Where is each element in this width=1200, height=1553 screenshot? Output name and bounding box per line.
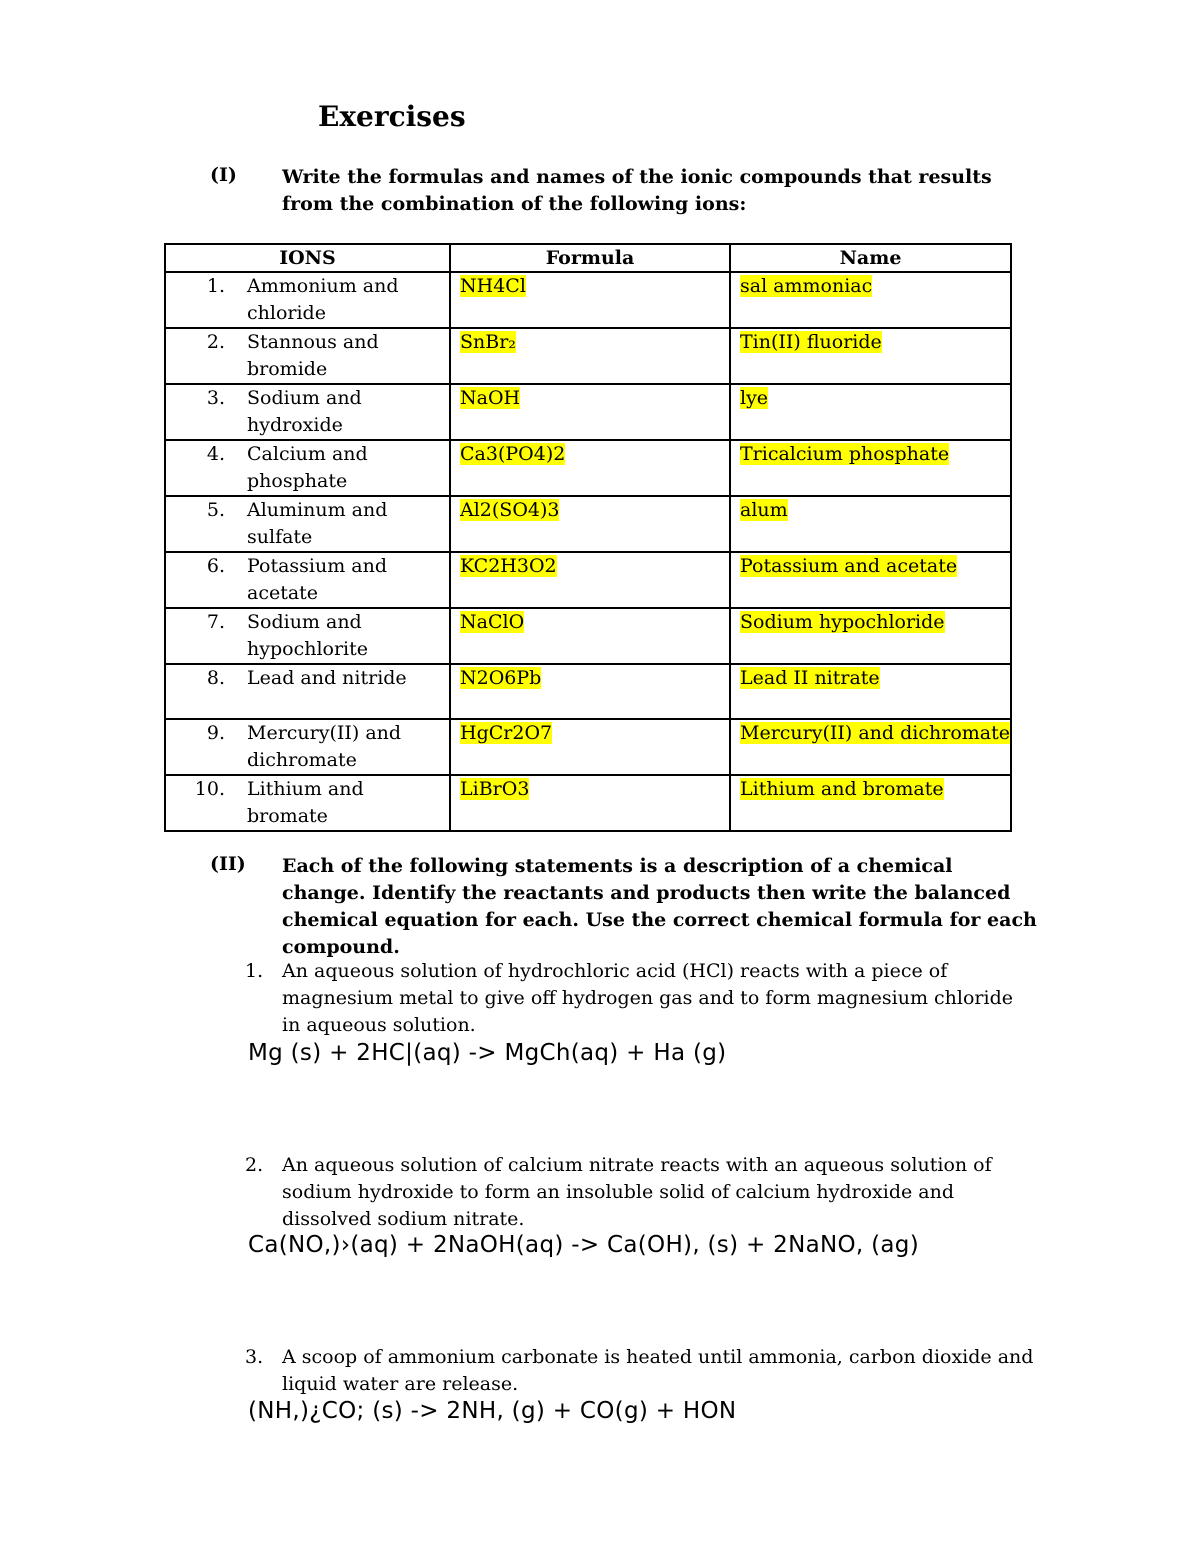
- name-cell: [730, 272, 1011, 328]
- table-row: [165, 719, 1011, 775]
- name-cell: [730, 440, 1011, 496]
- question-text: An aqueous solution of calcium nitrate reacts with an aqueous solution of sodium hydroxide to form an insoluble solid of calcium hydroxide and dissolved sodium nitrate.: [282, 1154, 992, 1230]
- table-row: [165, 775, 1011, 831]
- ions-label: Lead and nitride: [247, 667, 407, 689]
- table-header-row: [165, 244, 1011, 272]
- ions-cell: [165, 496, 450, 552]
- ions-label: Calcium and phosphate: [247, 443, 368, 492]
- row-number: 2.: [206, 331, 225, 353]
- formula-value: SnBr₂: [460, 331, 516, 353]
- table-row: [165, 608, 1011, 664]
- row-number: 6.: [206, 555, 225, 577]
- ions-cell: [165, 272, 450, 328]
- answer-equation-2: Ca(NO,)›(aq) + 2NaOH(aq) -> Ca(OH), (s) + 2NaNO, (ag): [248, 1232, 919, 1258]
- question-text: A scoop of ammonium carbonate is heated until ammonia, carbon dioxide and liquid water are release.: [282, 1346, 1034, 1395]
- formula-cell: [450, 608, 730, 664]
- compound-name: Tricalcium phosphate: [740, 443, 950, 465]
- row-number: 3.: [206, 387, 225, 409]
- name-cell: [730, 664, 1011, 719]
- formula-cell: [450, 440, 730, 496]
- ions-cell: [165, 328, 450, 384]
- question-number: 1.: [245, 960, 264, 982]
- row-number: 4.: [206, 443, 225, 465]
- ions-cell: [165, 719, 450, 775]
- ions-label: Stannous and bromide: [247, 331, 379, 380]
- name-cell: [730, 552, 1011, 608]
- compound-name: Lithium and bromate: [740, 778, 944, 800]
- name-cell: [730, 775, 1011, 831]
- name-cell: [730, 496, 1011, 552]
- formula-cell: [450, 775, 730, 831]
- formula-cell: [450, 719, 730, 775]
- ions-cell: [165, 664, 450, 719]
- ions-cell: [165, 608, 450, 664]
- name-cell: [730, 328, 1011, 384]
- formula-value: NH4Cl: [460, 275, 526, 297]
- ions-label: Ammonium and chloride: [247, 275, 399, 324]
- formula-cell: [450, 272, 730, 328]
- compound-name: lye: [740, 387, 769, 409]
- table-row: [165, 664, 1011, 719]
- ions-label: Mercury(II) and dichromate: [247, 722, 402, 771]
- row-number: 9.: [206, 722, 225, 744]
- ions-label: Potassium and acetate: [247, 555, 388, 604]
- table-row: [165, 272, 1011, 328]
- table-row: [165, 328, 1011, 384]
- ions-table: [164, 243, 1012, 832]
- row-number: 7.: [206, 611, 225, 633]
- part-1-text: Write the formulas and names of the ionic compounds that results from the combination of the following ions:: [282, 166, 992, 215]
- compound-name: sal ammoniac: [740, 275, 873, 297]
- compound-name: Potassium and acetate: [740, 555, 958, 577]
- ions-label: Sodium and hypochlorite: [247, 611, 369, 660]
- ions-label: Aluminum and sulfate: [247, 499, 388, 548]
- formula-cell: [450, 384, 730, 440]
- table-row: [165, 552, 1011, 608]
- table-row: [165, 496, 1011, 552]
- row-number: 10.: [194, 778, 225, 800]
- question-number: 2.: [245, 1154, 264, 1176]
- formula-cell: [450, 496, 730, 552]
- part-2-number: (II): [210, 853, 246, 875]
- header-ions: IONS: [165, 244, 450, 272]
- compound-name: Lead II nitrate: [740, 667, 880, 689]
- formula-value: NaClO: [460, 611, 525, 633]
- row-number: 5.: [206, 499, 225, 521]
- ions-label: Lithium and bromate: [247, 778, 364, 827]
- ions-cell: [165, 384, 450, 440]
- row-number: 1.: [206, 275, 225, 297]
- compound-name: Mercury(II) and dichromate: [740, 722, 1010, 744]
- answer-equation-1: Mg (s) + 2HC|(aq) -> MgCh(aq) + Ha (g): [248, 1040, 727, 1066]
- question-3: [245, 1344, 1035, 1398]
- name-cell: [730, 608, 1011, 664]
- answer-equation-3: (NH,)¿CO; (s) -> 2NH, (g) + CO(g) + HON: [248, 1398, 737, 1424]
- name-cell: [730, 384, 1011, 440]
- header-name: Name: [730, 244, 1011, 272]
- formula-value: NaOH: [460, 387, 521, 409]
- row-number: 8.: [206, 667, 225, 689]
- part-2-text: Each of the following statements is a description of a chemical change. Identify the reactants and products then write the balanced chemical equation for each. Use the correct chemical formula for each compound.: [282, 855, 1037, 958]
- ions-cell: [165, 552, 450, 608]
- table-row: [165, 440, 1011, 496]
- formula-cell: [450, 664, 730, 719]
- ions-label: Sodium and hydroxide: [247, 387, 362, 436]
- compound-name: Tin(II) fluoride: [740, 331, 882, 353]
- compound-name: Sodium hypochloride: [740, 611, 945, 633]
- page-title: Exercises: [318, 100, 466, 133]
- formula-cell: [450, 552, 730, 608]
- part-1-number: (I): [210, 164, 237, 186]
- header-formula: Formula: [450, 244, 730, 272]
- formula-value: HgCr2O7: [460, 722, 553, 744]
- formula-value: Al2(SO4)3: [460, 499, 560, 521]
- formula-value: LiBrO3: [460, 778, 530, 800]
- question-text: An aqueous solution of hydrochloric acid (HCl) reacts with a piece of magnesium metal to give off hydrogen gas and to form magnesium chloride in aqueous solution.: [282, 960, 1013, 1036]
- question-2: [245, 1152, 1035, 1233]
- question-1: [245, 958, 1035, 1039]
- compound-name: alum: [740, 499, 788, 521]
- formula-value: Ca3(PO4)2: [460, 443, 566, 465]
- ions-cell: [165, 775, 450, 831]
- table-row: [165, 384, 1011, 440]
- name-cell: [730, 719, 1011, 775]
- formula-cell: [450, 328, 730, 384]
- formula-value: KC2H3O2: [460, 555, 557, 577]
- formula-value: N2O6Pb: [460, 667, 542, 689]
- ions-cell: [165, 440, 450, 496]
- question-number: 3.: [245, 1346, 264, 1368]
